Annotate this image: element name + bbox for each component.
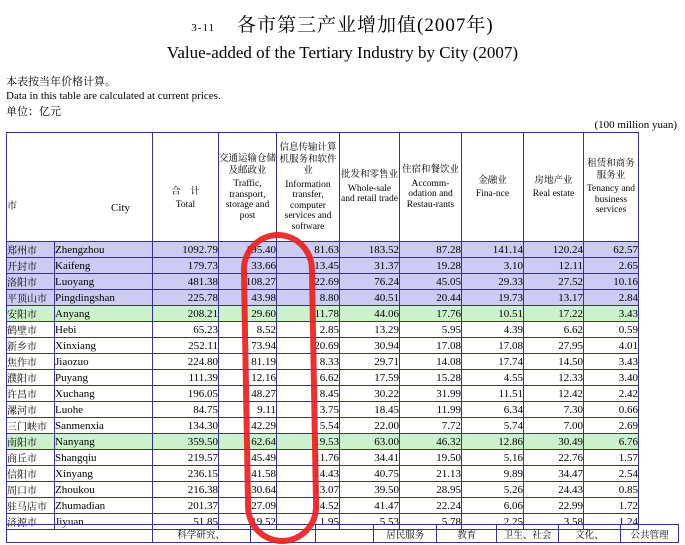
cell-value: 6.34 <box>462 402 524 418</box>
cell-value: 76.24 <box>340 274 400 290</box>
next-hdr-4: 教育 <box>437 525 497 543</box>
table-number: 3-11 <box>191 22 216 34</box>
cell-value: 81.63 <box>277 242 340 258</box>
table-row <box>7 386 639 402</box>
cell-value: 236.15 <box>153 466 219 482</box>
header-col-tenancy-en: Tenancy and business services <box>586 184 636 216</box>
cell-value: 120.24 <box>524 242 584 258</box>
table-row <box>7 258 639 274</box>
header-col-accommodation <box>400 133 462 242</box>
header-col-realestate <box>524 133 584 242</box>
row-city-en: Jiyuan <box>55 514 153 530</box>
cell-value: 14.43 <box>277 466 340 482</box>
cell-value: 216.38 <box>153 482 219 498</box>
cell-value: 208.21 <box>153 306 219 322</box>
cell-value: 201.37 <box>153 498 219 514</box>
cell-value: 2.69 <box>584 418 639 434</box>
row-city-cn: 鹤壁市 <box>7 322 55 338</box>
table-row <box>7 370 639 386</box>
row-city-en: Luoyang <box>55 274 153 290</box>
cell-value: 17.22 <box>524 306 584 322</box>
cell-value: 359.50 <box>153 434 219 450</box>
cell-value: 3.58 <box>524 514 584 530</box>
cell-value: 14.50 <box>524 354 584 370</box>
row-city-cn: 许昌市 <box>7 386 55 402</box>
row-city-en: Luohe <box>55 402 153 418</box>
cell-value: 45.49 <box>219 450 277 466</box>
cell-value: 12.42 <box>524 386 584 402</box>
cell-value: 30.94 <box>340 338 400 354</box>
header-col-accommodation-cn: 住宿和餐饮业 <box>401 164 459 175</box>
cell-value: 17.76 <box>400 306 462 322</box>
cell-value: 0.85 <box>584 482 639 498</box>
table-row <box>7 482 639 498</box>
cell-value: 7.72 <box>400 418 462 434</box>
cell-value: 1.24 <box>584 514 639 530</box>
header-col-finance <box>462 133 524 242</box>
cell-value: 17.08 <box>400 338 462 354</box>
cell-value: 17.08 <box>462 338 524 354</box>
tertiary-industry-table <box>6 132 639 530</box>
next-hdr-5: 卫生、社会 <box>497 525 559 543</box>
cell-value: 225.78 <box>153 290 219 306</box>
cell-value: 141.14 <box>462 242 524 258</box>
next-hdr-2 <box>316 525 374 543</box>
header-col-total-en: Total <box>175 200 196 210</box>
cell-value: 48.27 <box>219 386 277 402</box>
cell-value: 12.11 <box>524 258 584 274</box>
row-city-en: Pingdingshan <box>55 290 153 306</box>
cell-value: 5.53 <box>340 514 400 530</box>
table-row <box>7 322 639 338</box>
cell-value: 18.45 <box>340 402 400 418</box>
cell-value: 34.41 <box>340 450 400 466</box>
row-city-en: Xuchang <box>55 386 153 402</box>
table-row <box>7 466 639 482</box>
row-city-cn: 商丘市 <box>7 450 55 466</box>
cell-value: 5.78 <box>400 514 462 530</box>
cell-value: 3.43 <box>584 354 639 370</box>
cell-value: 9.89 <box>462 466 524 482</box>
cell-value: 29.71 <box>340 354 400 370</box>
cell-value: 9.11 <box>219 402 277 418</box>
unit-cn: 单位：亿元 <box>6 105 61 118</box>
row-city-en: Nanyang <box>55 434 153 450</box>
row-city-cn: 周口市 <box>7 482 55 498</box>
table-row <box>7 338 639 354</box>
header-col-wholesale-en: Whole-sale and retail trade <box>341 183 398 205</box>
cell-value: 11.99 <box>400 402 462 418</box>
cell-value: 108.27 <box>219 274 277 290</box>
header-col-total-cn: 合 计 <box>171 185 200 197</box>
cell-value: 2.42 <box>584 386 639 402</box>
cell-value: 27.09 <box>219 498 277 514</box>
header-col-transport-cn: 交通运输仓储及邮政业 <box>219 153 277 176</box>
cell-value: 21.13 <box>400 466 462 482</box>
page-title-en: Value-added of the Tertiary Industry by City (2007) <box>166 43 519 62</box>
cell-value: 4.39 <box>462 322 524 338</box>
row-city-en: Xinxiang <box>55 338 153 354</box>
header-col-tenancy-cn: 租赁和商务服务业 <box>587 158 635 181</box>
row-city-en: Anyang <box>55 306 153 322</box>
header-col-realestate-cn: 房地产业 <box>534 174 573 186</box>
cell-value: 13.29 <box>340 322 400 338</box>
cell-value: 19.50 <box>400 450 462 466</box>
cell-value: 3.43 <box>584 306 639 322</box>
table-row <box>7 354 639 370</box>
cell-value: 13.17 <box>524 290 584 306</box>
row-city-cn: 漯河市 <box>7 402 55 418</box>
cell-value: 195.40 <box>219 242 277 258</box>
table-row <box>7 402 639 418</box>
header-col-finance-cn: 金融业 <box>478 174 507 186</box>
row-city-en: Sanmenxia <box>55 418 153 434</box>
page-root <box>0 10 685 540</box>
row-city-cn: 平顶山市 <box>7 290 55 306</box>
cell-value: 12.16 <box>219 370 277 386</box>
row-city-en: Xinyang <box>55 466 153 482</box>
cell-value: 1092.79 <box>153 242 219 258</box>
row-city-en: Jiaozuo <box>55 354 153 370</box>
cell-value: 5.54 <box>277 418 340 434</box>
cell-value: 7.00 <box>524 418 584 434</box>
table-row <box>7 306 639 322</box>
header-col-tenancy <box>584 133 639 242</box>
cell-value: 8.45 <box>277 386 340 402</box>
cell-value: 2.65 <box>584 258 639 274</box>
header-col-realestate-en: Real estate <box>532 189 575 199</box>
cell-value: 45.05 <box>400 274 462 290</box>
cell-value: 62.64 <box>219 434 277 450</box>
cell-value: 20.69 <box>277 338 340 354</box>
cell-value: 41.58 <box>219 466 277 482</box>
cell-value: 11.78 <box>277 306 340 322</box>
cell-value: 10.16 <box>584 274 639 290</box>
table-row <box>7 290 639 306</box>
row-city-en: Puyang <box>55 370 153 386</box>
cell-value: 0.66 <box>584 402 639 418</box>
cell-value: 11.51 <box>462 386 524 402</box>
header-col-transport-en: Traffic, transport, storage and post <box>225 179 270 221</box>
cell-value: 30.22 <box>340 386 400 402</box>
cell-value: 12.86 <box>462 434 524 450</box>
cell-value: 2.25 <box>462 514 524 530</box>
cell-value: 10.51 <box>462 306 524 322</box>
cell-value: 19.52 <box>219 514 277 530</box>
cell-value: 8.80 <box>277 290 340 306</box>
row-city-cn: 驻马店市 <box>7 498 55 514</box>
header-col-finance-en: Fina-nce <box>475 189 510 199</box>
cell-value: 27.52 <box>524 274 584 290</box>
cell-value: 20.44 <box>400 290 462 306</box>
cell-value: 224.80 <box>153 354 219 370</box>
header-city-en: City <box>111 202 130 215</box>
cell-value: 17.59 <box>340 370 400 386</box>
cell-value: 62.57 <box>584 242 639 258</box>
cell-value: 40.51 <box>340 290 400 306</box>
cell-value: 3.10 <box>462 258 524 274</box>
row-city-cn: 洛阳市 <box>7 274 55 290</box>
row-city-cn: 开封市 <box>7 258 55 274</box>
row-city-cn: 济源市 <box>7 514 55 530</box>
cell-value: 5.95 <box>400 322 462 338</box>
cell-value: 34.47 <box>524 466 584 482</box>
table-row <box>7 450 639 466</box>
table-note <box>6 75 685 103</box>
cell-value: 3.40 <box>584 370 639 386</box>
cell-value: 12.33 <box>524 370 584 386</box>
table-row <box>7 418 639 434</box>
cell-value: 31.37 <box>340 258 400 274</box>
next-hdr-7: 公共管理 <box>621 525 679 543</box>
row-city-cn: 新乡市 <box>7 338 55 354</box>
row-city-cn: 安阳市 <box>7 306 55 322</box>
header-col-accommodation-en: Accomm-odation and Restau-rants <box>406 178 455 210</box>
cell-value: 33.66 <box>219 258 277 274</box>
cell-value: 43.98 <box>219 290 277 306</box>
cell-value: 252.11 <box>153 338 219 354</box>
note-en: Data in this table are calculated at current prices. <box>6 90 221 102</box>
next-hdr-blank <box>7 525 153 543</box>
cell-value: 19.53 <box>277 434 340 450</box>
cell-value: 6.62 <box>524 322 584 338</box>
cell-value: 51.85 <box>153 514 219 530</box>
cell-value: 22.00 <box>340 418 400 434</box>
cell-value: 31.99 <box>400 386 462 402</box>
next-hdr-6: 文化、 <box>559 525 621 543</box>
row-city-en: Zhumadian <box>55 498 153 514</box>
cell-value: 22.99 <box>524 498 584 514</box>
cell-value: 73.94 <box>219 338 277 354</box>
cell-value: 0.59 <box>584 322 639 338</box>
cell-value: 5.16 <box>462 450 524 466</box>
cell-value: 29.60 <box>219 306 277 322</box>
cell-value: 481.38 <box>153 274 219 290</box>
table-row <box>7 498 639 514</box>
cell-value: 65.23 <box>153 322 219 338</box>
next-hdr-0: 科学研究、 <box>152 525 250 543</box>
cell-value: 13.07 <box>277 482 340 498</box>
cell-value: 15.28 <box>400 370 462 386</box>
cell-value: 22.69 <box>277 274 340 290</box>
cell-value: 44.06 <box>340 306 400 322</box>
table-row <box>7 242 639 258</box>
row-city-cn: 焦作市 <box>7 354 55 370</box>
cell-value: 87.28 <box>400 242 462 258</box>
cell-value: 183.52 <box>340 242 400 258</box>
cell-value: 14.08 <box>400 354 462 370</box>
cell-value: 63.00 <box>340 434 400 450</box>
note-cn: 本表按当年价格计算。 <box>6 75 116 88</box>
row-city-cn: 濮阳市 <box>7 370 55 386</box>
cell-value: 5.74 <box>462 418 524 434</box>
cell-value: 8.52 <box>219 322 277 338</box>
row-city-en: Shangqiu <box>55 450 153 466</box>
cell-value: 28.95 <box>400 482 462 498</box>
cell-value: 7.30 <box>524 402 584 418</box>
cell-value: 30.64 <box>219 482 277 498</box>
header-col-wholesale-cn: 批发和零售业 <box>340 169 398 181</box>
cell-value: 6.06 <box>462 498 524 514</box>
cell-value: 22.24 <box>400 498 462 514</box>
cell-value: 2.84 <box>584 290 639 306</box>
next-hdr-3: 居民服务 <box>374 525 437 543</box>
cell-value: 3.75 <box>277 402 340 418</box>
cell-value: 22.76 <box>524 450 584 466</box>
row-city-en: Zhengzhou <box>55 242 153 258</box>
table-header-row <box>7 133 639 242</box>
header-city <box>7 133 153 242</box>
cell-value: 6.76 <box>584 434 639 450</box>
cell-value: 111.39 <box>153 370 219 386</box>
cell-value: 219.57 <box>153 450 219 466</box>
cell-value: 11.76 <box>277 450 340 466</box>
cell-value: 4.55 <box>462 370 524 386</box>
table-row <box>7 434 639 450</box>
cell-value: 134.30 <box>153 418 219 434</box>
row-city-cn: 信阳市 <box>7 466 55 482</box>
header-col-wholesale <box>340 133 400 242</box>
cell-value: 29.33 <box>462 274 524 290</box>
next-section-header-strip <box>6 524 679 543</box>
page-title-cn <box>0 10 685 37</box>
cell-value: 8.33 <box>277 354 340 370</box>
cell-value: 4.01 <box>584 338 639 354</box>
cell-value: 46.32 <box>400 434 462 450</box>
cell-value: 2.54 <box>584 466 639 482</box>
cell-value: 14.52 <box>277 498 340 514</box>
cell-value: 41.47 <box>340 498 400 514</box>
row-city-en: Zhoukou <box>55 482 153 498</box>
header-col-information-cn: 信息传输计算机服务和软件业 <box>279 142 337 176</box>
title-cn-text: 各市第三产业增加值(2007年) <box>237 15 494 36</box>
header-city-cn: 市 <box>7 201 17 213</box>
cell-value: 5.26 <box>462 482 524 498</box>
table-body <box>7 242 639 530</box>
cell-value: 40.75 <box>340 466 400 482</box>
unit-en: (100 million yuan) <box>594 119 677 131</box>
header-col-transport <box>219 133 277 242</box>
cell-value: 19.28 <box>400 258 462 274</box>
cell-value: 84.75 <box>153 402 219 418</box>
cell-value: 42.29 <box>219 418 277 434</box>
row-city-cn: 郑州市 <box>7 242 55 258</box>
cell-value: 30.49 <box>524 434 584 450</box>
cell-value: 81.19 <box>219 354 277 370</box>
cell-value: 17.74 <box>462 354 524 370</box>
header-col-information-en: Information transfer, computer services and software <box>284 179 332 232</box>
cell-value: 19.73 <box>462 290 524 306</box>
cell-value: 1.95 <box>277 514 340 530</box>
row-city-cn: 三门峡市 <box>7 418 55 434</box>
cell-value: 196.05 <box>153 386 219 402</box>
next-hdr-1 <box>250 525 316 543</box>
cell-value: 6.62 <box>277 370 340 386</box>
row-city-en: Kaifeng <box>55 258 153 274</box>
cell-value: 1.72 <box>584 498 639 514</box>
row-city-en: Hebi <box>55 322 153 338</box>
header-col-total <box>153 133 219 242</box>
header-col-information <box>277 133 340 242</box>
cell-value: 27.95 <box>524 338 584 354</box>
table-row <box>7 274 639 290</box>
cell-value: 39.50 <box>340 482 400 498</box>
cell-value: 13.45 <box>277 258 340 274</box>
cell-value: 24.43 <box>524 482 584 498</box>
cell-value: 2.85 <box>277 322 340 338</box>
cell-value: 1.57 <box>584 450 639 466</box>
cell-value: 179.73 <box>153 258 219 274</box>
row-city-cn: 南阳市 <box>7 434 55 450</box>
